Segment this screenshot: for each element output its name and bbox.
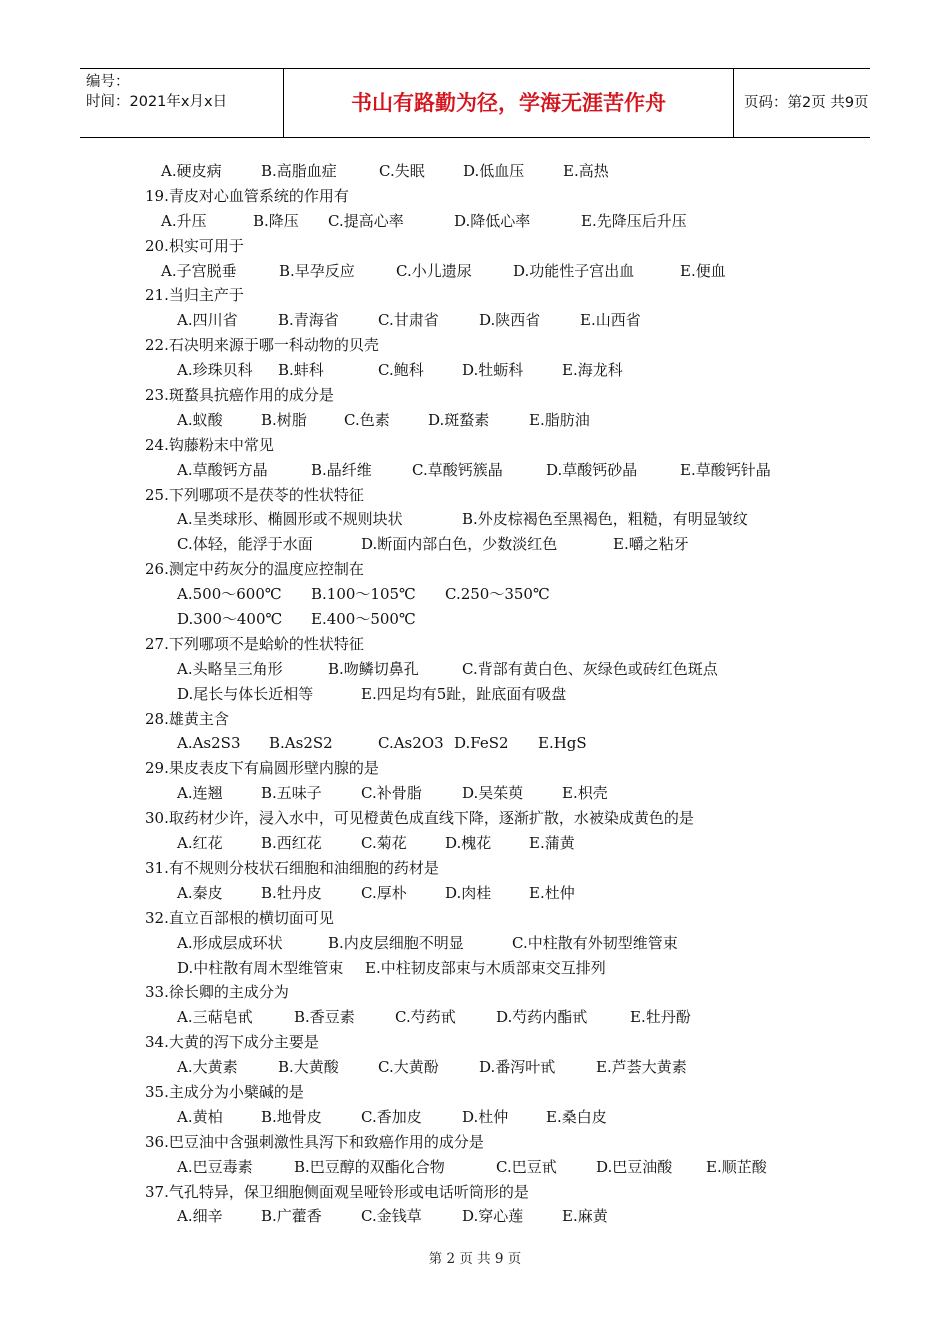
answer-option: E.400～500℃ (311, 610, 416, 629)
answer-option: E.中柱韧皮部束与木质部束交互排列 (365, 958, 606, 977)
answer-option: A.子宫脱垂 (161, 261, 237, 280)
answer-option: E.蒲黄 (529, 834, 575, 853)
answer-option: C.色素 (344, 410, 390, 429)
option-row (145, 881, 845, 906)
answer-option: A.草酸钙方晶 (177, 460, 268, 479)
answer-option: B.吻鳞切鼻孔 (328, 659, 419, 678)
answer-option: A.As2S3 (177, 734, 241, 753)
answer-option: D.低血压 (463, 162, 525, 180)
answer-option: C.大黄酚 (378, 1058, 439, 1077)
question-text: 33.徐长卿的主成分为 (145, 983, 289, 1002)
answer-option: A.硬皮病 (161, 162, 222, 180)
answer-option: E.嚼之粘牙 (613, 535, 689, 554)
answer-option: A.大黄素 (177, 1058, 238, 1077)
answer-option: C.香加皮 (361, 1107, 422, 1126)
answer-option: C.草酸钙簇晶 (412, 460, 503, 479)
answer-option: C.体轻，能浮于水面 (177, 535, 313, 554)
question-text: 37.气孔特异，保卫细胞侧面观呈哑铃形或电话听筒形的是 (145, 1182, 529, 1201)
answer-option: E.杜仲 (529, 883, 575, 902)
answer-option: E.桑白皮 (546, 1107, 607, 1126)
option-row (145, 209, 845, 234)
answer-option: E.草酸钙针晶 (680, 460, 771, 479)
answer-option: E.四足均有5趾，趾底面有吸盘 (361, 684, 567, 703)
answer-option: D.穿心莲 (462, 1207, 524, 1226)
answer-option: D.芍药内酯甙 (496, 1008, 588, 1027)
option-row (145, 682, 845, 707)
answer-option: A.升压 (161, 211, 207, 230)
answer-option: E.便血 (680, 261, 726, 280)
option-row (145, 1155, 845, 1180)
option-row (145, 956, 845, 981)
question-stem (145, 906, 845, 931)
question-text: 36.巴豆油中含强刺激性具泻下和致癌作用的成分是 (145, 1132, 484, 1151)
question-text: 28.雄黄主含 (145, 709, 229, 728)
answer-option: B.As2S2 (269, 734, 333, 753)
question-stem (145, 707, 845, 732)
question-text: 24.钩藤粉末中常见 (145, 435, 274, 454)
question-stem (145, 333, 845, 358)
answer-option: B.高脂血症 (261, 162, 337, 180)
answer-option: E.先降压后升压 (581, 211, 687, 230)
option-row (145, 1105, 845, 1130)
answer-option: E.枳壳 (562, 784, 608, 803)
answer-option: A.细辛 (177, 1207, 223, 1226)
answer-option: C.背部有黄白色、灰绿色或砖红色斑点 (462, 659, 718, 678)
answer-option: C.中柱散有外韧型维管束 (512, 933, 678, 952)
option-row (145, 1204, 845, 1229)
answer-option: E.海龙科 (562, 361, 623, 380)
header-page-label: 页码：第2页 共9页 (744, 95, 869, 111)
answer-option: C.芍药甙 (395, 1008, 456, 1027)
answer-option: B.大黄酸 (278, 1058, 339, 1077)
question-text: 31.有不规则分枝状石细胞和油细胞的药材是 (145, 858, 439, 877)
question-text: 25.下列哪项不是茯苓的性状特征 (145, 485, 364, 504)
question-text: 27.下列哪项不是蛤蚧的性状特征 (145, 634, 364, 653)
option-row (145, 731, 845, 756)
option-row (145, 1005, 845, 1030)
answer-option: D.杜仲 (462, 1107, 509, 1126)
answer-option: B.西红花 (261, 834, 322, 853)
answer-option: D.牡蛎科 (462, 361, 524, 380)
answer-option: C.As2O3 (378, 734, 444, 753)
question-text: 20.枳实可用于 (145, 236, 244, 255)
option-row (145, 657, 845, 682)
answer-option: C.厚朴 (361, 883, 407, 902)
answer-option: B.巴豆醇的双酯化合物 (294, 1157, 445, 1176)
answer-option: E.脂肪油 (529, 410, 590, 429)
question-text: 26.测定中药灰分的温度应控制在 (145, 560, 364, 579)
answer-option: C.鲍科 (378, 361, 424, 380)
question-stem (145, 483, 845, 508)
answer-option: B.晶纤维 (311, 460, 372, 479)
question-stem (145, 806, 845, 831)
answer-option: D.吴茱萸 (462, 784, 524, 803)
answer-option: C.甘肃省 (378, 311, 439, 330)
question-text: 23.斑蝥具抗癌作用的成分是 (145, 386, 334, 405)
answer-option: C.提高心率 (328, 211, 404, 230)
question-stem (145, 383, 845, 408)
question-stem (145, 756, 845, 781)
answer-option: A.秦皮 (177, 883, 223, 902)
answer-option: D.中柱散有周木型维管束 (177, 958, 344, 977)
answer-option: C.金钱草 (361, 1207, 422, 1226)
answer-option: E.顺芷酸 (706, 1157, 767, 1176)
question-text: 35.主成分为小檗碱的是 (145, 1082, 304, 1101)
answer-option: B.广藿香 (261, 1207, 322, 1226)
option-row (145, 458, 845, 483)
question-text: 19.青皮对心血管系统的作用有 (145, 186, 349, 205)
answer-option: B.100～105℃ (311, 585, 416, 604)
answer-option: E.高热 (563, 162, 609, 180)
question-stem (145, 1080, 845, 1105)
option-row (145, 1055, 845, 1080)
answer-option: A.头略呈三角形 (177, 659, 283, 678)
answer-option: C.补骨脂 (361, 784, 422, 803)
question-stem (145, 1130, 845, 1155)
answer-option: D.槐花 (445, 834, 492, 853)
answer-option: B.蚌科 (278, 361, 324, 380)
question-text: 30.取药材少许，浸入水中，可见橙黄色成直线下降，逐渐扩散，水被染成黄色的是 (145, 809, 694, 828)
answer-option: E.HgS (538, 734, 587, 753)
answer-option: D.草酸钙砂晶 (546, 460, 638, 479)
page-footer: 第 2 页 共 9 页 (428, 1251, 522, 1267)
option-row (145, 159, 845, 184)
question-stem (145, 632, 845, 657)
answer-option: E.山西省 (580, 311, 641, 330)
answer-option: D.功能性子宫出血 (513, 261, 635, 280)
answer-option: A.呈类球形、椭圆形或不规则块状 (177, 510, 403, 529)
question-stem (145, 856, 845, 881)
answer-option: E.麻黄 (562, 1207, 608, 1226)
question-text: 34.大黄的泻下成分主要是 (145, 1033, 319, 1052)
question-text: 21.当归主产于 (145, 286, 244, 305)
answer-option: C.小儿遗尿 (396, 261, 472, 280)
answer-option: B.早孕反应 (279, 261, 355, 280)
answer-option: A.形成层成环状 (177, 933, 283, 952)
answer-option: B.树脂 (261, 410, 307, 429)
question-stem (145, 980, 845, 1005)
header-meta (80, 69, 284, 137)
question-text: 29.果皮表皮下有扁圆形壁内腺的是 (145, 759, 379, 778)
answer-option: B.五味子 (261, 784, 322, 803)
answer-option: D.陕西省 (479, 311, 541, 330)
answer-option: A.珍珠贝科 (177, 361, 253, 380)
answer-option: B.外皮棕褐色至黑褐色，粗糙，有明显皱纹 (462, 510, 748, 529)
answer-option: B.内皮层细胞不明显 (328, 933, 464, 952)
question-stem (145, 1180, 845, 1205)
header-motto: 书山有路勤为径，学海无涯苦作舟 (284, 69, 734, 137)
question-text: 32.直立百部根的横切面可见 (145, 908, 334, 927)
question-stem (145, 557, 845, 582)
answer-option: A.蚁酸 (177, 410, 223, 429)
answer-option: B.降压 (253, 211, 299, 230)
option-row (145, 308, 845, 333)
option-row (145, 259, 845, 284)
answer-option: A.四川省 (177, 311, 238, 330)
option-row (145, 532, 845, 557)
answer-option: D.巴豆油酸 (596, 1157, 673, 1176)
question-stem (145, 433, 845, 458)
answer-option: D.FeS2 (454, 734, 509, 753)
answer-option: A.三萜皂甙 (177, 1008, 253, 1027)
answer-option: E.芦荟大黄素 (596, 1058, 687, 1077)
option-row (145, 607, 845, 632)
answer-option: A.巴豆毒素 (177, 1157, 253, 1176)
option-row (145, 358, 845, 383)
question-list (145, 159, 845, 1229)
answer-option: B.青海省 (278, 311, 339, 330)
answer-option: D.降低心率 (454, 211, 531, 230)
question-stem (145, 234, 845, 259)
answer-option: C.菊花 (361, 834, 407, 853)
option-row (145, 582, 845, 607)
answer-option: A.500～600℃ (177, 585, 282, 604)
answer-option: C.250～350℃ (445, 585, 550, 604)
option-row (145, 831, 845, 856)
question-stem (145, 1030, 845, 1055)
option-row (145, 408, 845, 433)
answer-option: D.300～400℃ (177, 610, 283, 629)
answer-option: D.尾长与体长近相等 (177, 684, 314, 703)
question-text: 22.石决明来源于哪一科动物的贝壳 (145, 336, 379, 355)
option-row (145, 931, 845, 956)
question-stem (145, 283, 845, 308)
answer-option: A.黄柏 (177, 1107, 223, 1126)
option-row (145, 507, 845, 532)
answer-option: D.斑蝥素 (428, 410, 490, 429)
number-label: 编号： (86, 74, 130, 90)
option-row (145, 781, 845, 806)
question-stem (145, 184, 845, 209)
answer-option: B.地骨皮 (261, 1107, 322, 1126)
answer-option: D.肉桂 (445, 883, 492, 902)
answer-option: A.红花 (177, 834, 223, 853)
answer-option: D.断面内部白色，少数淡红色 (361, 535, 558, 554)
answer-option: B.香豆素 (294, 1008, 355, 1027)
answer-option: E.牡丹酚 (630, 1008, 691, 1027)
time-label: 时间：2021年x月x日 (86, 94, 228, 110)
answer-option: C.巴豆甙 (496, 1157, 557, 1176)
answer-option: A.连翘 (177, 784, 223, 803)
answer-option: C.失眠 (379, 162, 425, 180)
answer-option: D.番泻叶甙 (479, 1058, 556, 1077)
page-header (80, 68, 870, 138)
answer-option: B.牡丹皮 (261, 883, 322, 902)
